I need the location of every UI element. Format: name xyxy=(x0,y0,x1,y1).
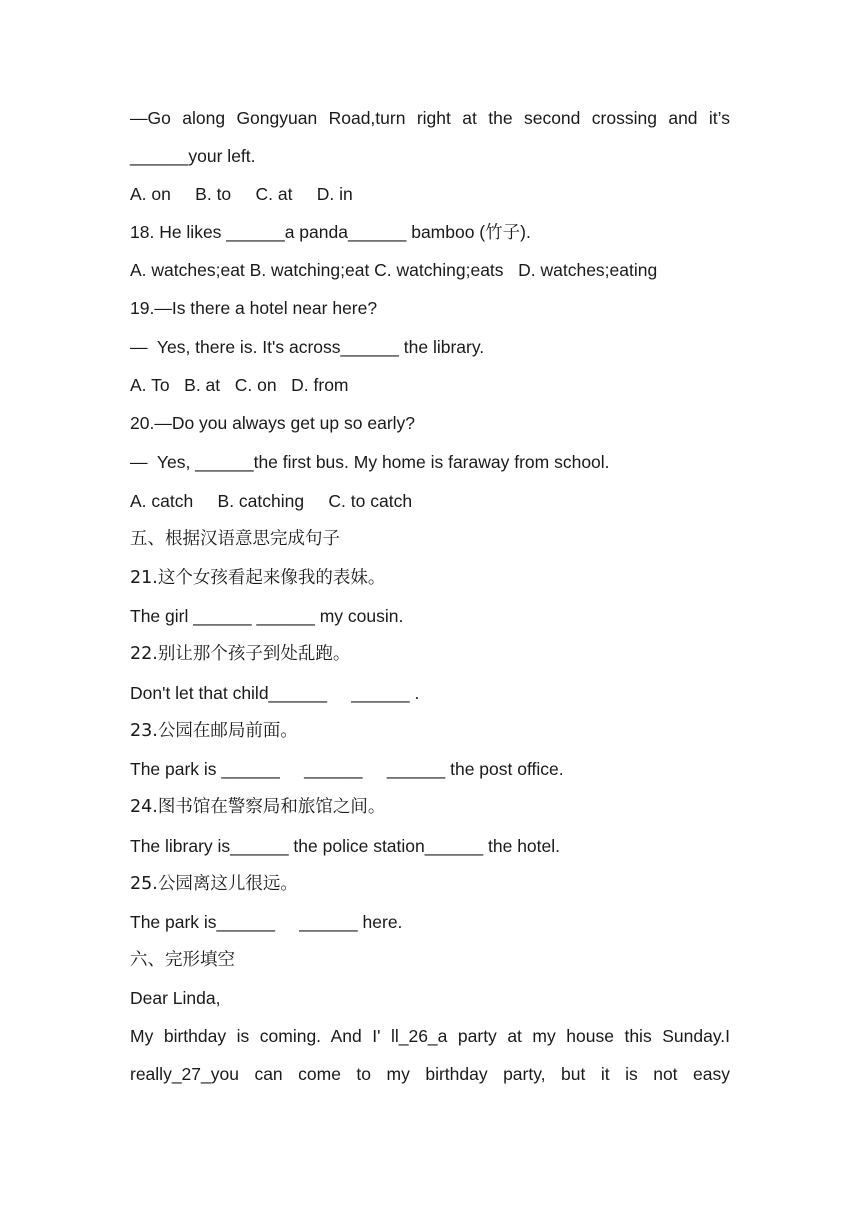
cloze-passage-line-2: really_27_you can come to my birthday party, but it is not easy xyxy=(130,1064,730,1084)
section-5-heading: 五、根据汉语意思完成句子 xyxy=(130,529,340,549)
question-18-prompt: 18. He likes ______a panda______ bamboo (竹子). xyxy=(130,222,531,242)
section-6-heading: 六、完形填空 xyxy=(130,950,235,970)
question-17-options: A. on B. to C. at D. in xyxy=(130,184,353,204)
question-22-english: Don't let that child______ ______ . xyxy=(130,683,420,703)
question-19-answer-line: — Yes, there is. It's across______ the library. xyxy=(130,337,485,357)
question-25-chinese: 25.公园离这儿很远。 xyxy=(130,874,298,894)
question-21-english: The girl ______ ______ my cousin. xyxy=(130,606,404,626)
question-17-prompt-line-1: —Go along Gongyuan Road,turn right at the second crossing and it’s xyxy=(130,108,730,128)
question-21-chinese: 21.这个女孩看起来像我的表妹。 xyxy=(130,568,386,588)
question-17-prompt-line-2: ______your left. xyxy=(130,146,256,166)
cloze-passage-line-1: My birthday is coming. And I' ll_26_a party at my house this Sunday.I xyxy=(130,1026,730,1046)
question-19-prompt: 19.—Is there a hotel near here? xyxy=(130,298,378,318)
question-20-prompt: 20.—Do you always get up so early? xyxy=(130,413,416,433)
question-24-english: The library is______ the police station______ the hotel. xyxy=(130,836,561,856)
question-23-chinese: 23.公园在邮局前面。 xyxy=(130,721,298,741)
question-23-english: The park is ______ ______ ______ the post office. xyxy=(130,759,564,779)
question-24-chinese: 24.图书馆在警察局和旅馆之间。 xyxy=(130,797,386,817)
question-25-english: The park is______ ______ here. xyxy=(130,912,403,932)
question-18-options: A. watches;eat B. watching;eat C. watching;eats D. watches;eating xyxy=(130,260,658,280)
question-19-options: A. To B. at C. on D. from xyxy=(130,375,349,395)
question-20-answer-line: — Yes, ______the first bus. My home is faraway from school. xyxy=(130,452,610,472)
question-20-options: A. catch B. catching C. to catch xyxy=(130,491,413,511)
question-22-chinese: 22.别让那个孩子到处乱跑。 xyxy=(130,644,351,664)
letter-greeting: Dear Linda, xyxy=(130,988,221,1008)
